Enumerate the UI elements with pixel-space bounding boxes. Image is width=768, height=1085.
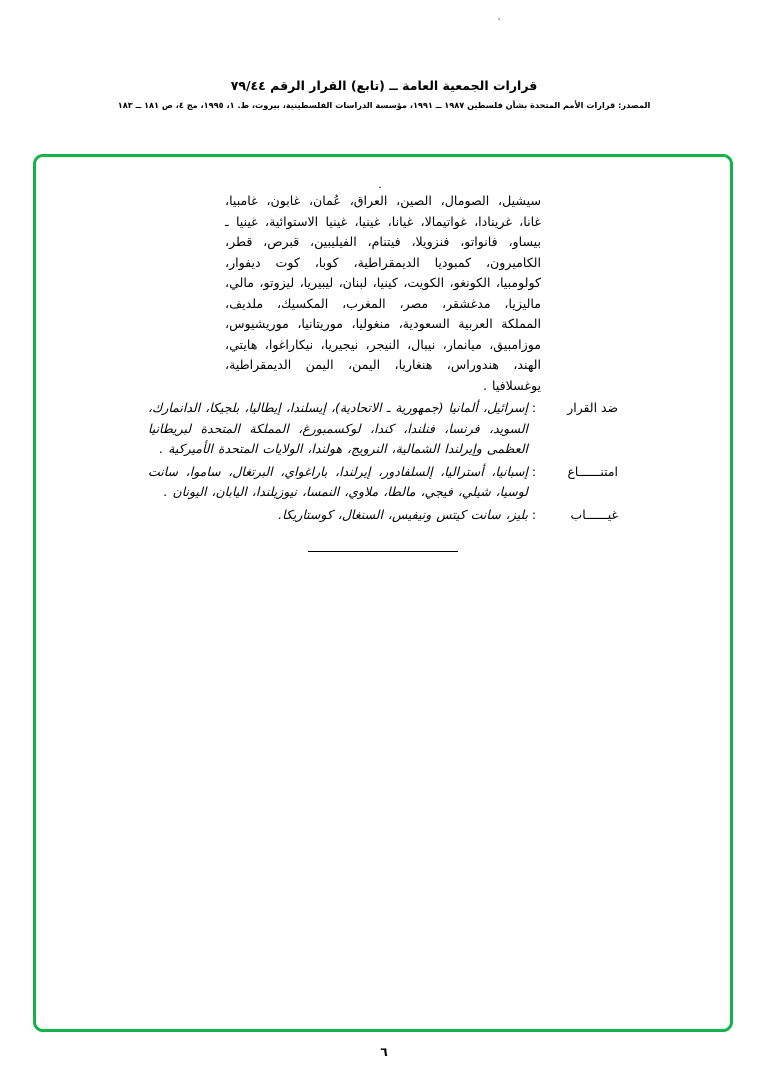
vote-section-against xyxy=(148,398,618,460)
vote-section-absent xyxy=(148,505,618,526)
section-divider xyxy=(148,551,618,552)
vote-label-abstain: امتنــــــاع xyxy=(567,463,618,479)
vote-colon-absent: : xyxy=(531,506,537,522)
vote-label-against: ضد القرار xyxy=(567,400,618,415)
vote-label-absent: غيــــــاب xyxy=(570,506,618,522)
vote-section-abstain xyxy=(148,462,618,503)
vote-list-abstain: إسبانيا، أستراليا، إلسلفادور، إيرلندا، باراغواي، البرتغال، ساموا، سانت لوسيا، شيلي، فيجي، مالطا، ملاوي، النمسا، نيوزيلندا، اليابان، اليونان . xyxy=(148,463,528,499)
scan-artifact-dot xyxy=(498,18,500,20)
vote-colon-against: : xyxy=(531,400,537,415)
source-citation: المصدر: قرارات الأمم المتحدة بشأن فلسطين ١٩٨٧ ــ ١٩٩١، مؤسسة الدراسات الفلسطينية، بيروت، ط. ١، ١٩٩٥، مج ٤، ص ١٨١ ــ ١٨٣ xyxy=(117,100,651,110)
document-body xyxy=(33,180,733,780)
page-number: ٦ xyxy=(380,1045,388,1059)
vote-colon-abstain: : xyxy=(531,463,537,479)
document-header xyxy=(0,78,768,110)
vote-list-absent: بليز، سانت كيتس ونيفيس، السنغال، كوستاريكا. xyxy=(278,506,528,522)
leading-punctuation: . xyxy=(378,178,382,191)
in-favour-country-list: سيشيل، الصومال، الصين، العراق، عُمان، غابون، غامبيا، غانا، غرينادا، غواتيمالا، غيانا، غينيا، غينيا الاستوائية، غينيا ـ بيساو، فانواتو، فنزويلا، فيتنام، الفيليبين، قبرص، قطر، الكاميرون، كمبوديا الديمقراطية، كوبا، كوت ديفوار، كولومبيا، الكونغو، الكويت، كينيا، لبنان، ليبيريا، ليزوتو، مالي، ماليزيا، مدغشقر، مصر، المغرب، المكسيك، ملديف، المملكة العربية السعودية، منغوليا، موريتانيا، موريشيوس، موزامبيق، ميانمار، نيبال، النيجر، نيجيريا، نيكاراغوا، هايتي، الهند، هندوراس، هنغاريا، اليمن، اليمن الديمقراطية، يوغسلافيا . xyxy=(225,193,541,393)
vote-list-against: إسرائيل، ألمانيا (جمهورية ـ الاتحادية)، إيسلندا، إيطاليا، بلجيكا، الدانمارك، السويد، فرنسا، فنلندا، كندا، لوكسمبورغ، المملكة المتحدة لبريطانيا العظمى وإيرلندا الشمالية، النرويج، هولندا، الولايات المتحدة الأميركية . xyxy=(148,400,528,456)
page-title: قرارات الجمعية العامة ــ (تابع) القرار الرقم ٧٩/٤٤ xyxy=(230,78,538,93)
horizontal-rule xyxy=(308,551,458,552)
